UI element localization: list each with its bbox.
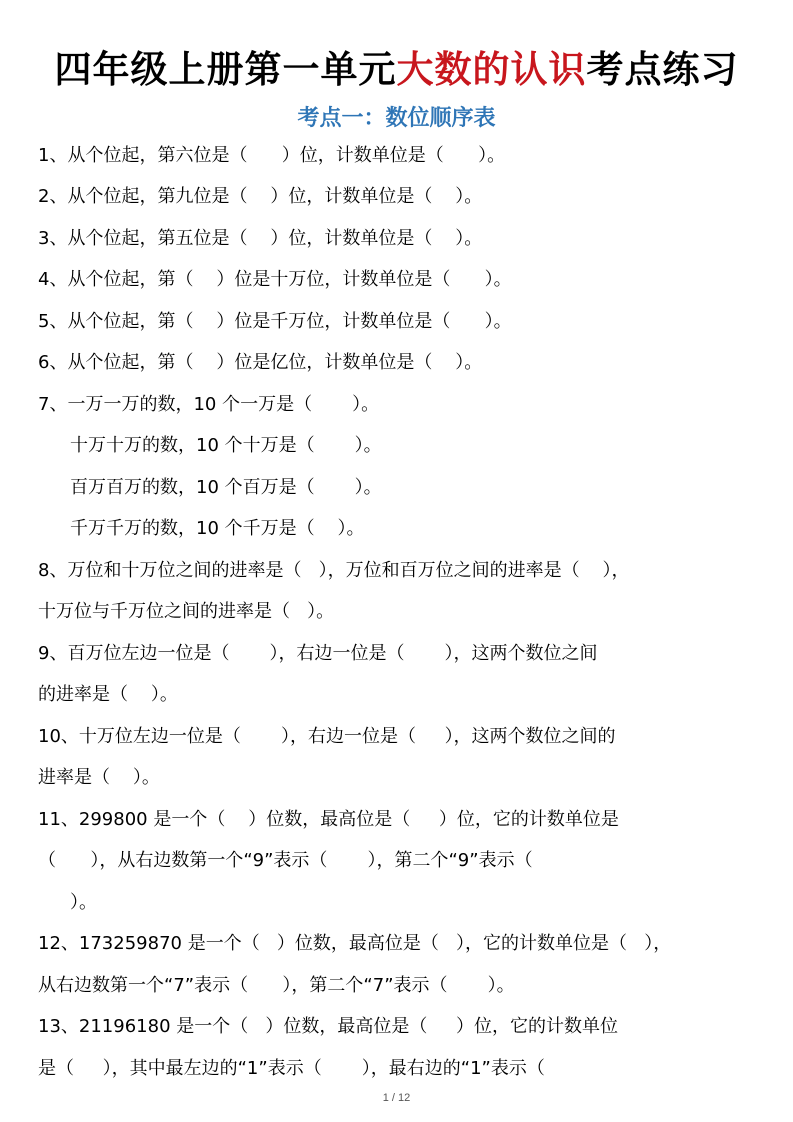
question-2: 2、从个位起，第九位是（ ）位，计数单位是（ ）。 — [38, 186, 483, 207]
question-4: 4、从个位起，第（ ）位是十万位，计数单位是（ ）。 — [38, 269, 512, 290]
title-part-3: 考点练习 — [586, 48, 739, 91]
question-7: 7、一万一万的数，10 个一万是（ ）。 — [38, 394, 380, 415]
question-9-line-2: 的进率是（ ）。 — [38, 684, 178, 705]
question-13-line-2: 是（ ），其中最左边的“1”表示（ ），最右边的“1”表示（ — [38, 1058, 545, 1079]
section-title: 考点一：数位顺序表 — [297, 106, 496, 131]
question-3: 3、从个位起，第五位是（ ）位，计数单位是（ ）。 — [38, 228, 483, 249]
question-8: 8、万位和十万位之间的进率是（ ），万位和百万位之间的进率是（ ）， — [38, 560, 630, 581]
page-number: 1 / 12 — [382, 1092, 411, 1104]
page-title — [0, 44, 793, 96]
question-7-line-4: 千万千万的数，10 个千万是（ ）。 — [70, 518, 365, 539]
question-13: 13、21196180 是一个（ ）位数，最高位是（ ）位，它的计数单位 — [38, 1016, 619, 1037]
question-5: 5、从个位起，第（ ）位是千万位，计数单位是（ ）。 — [38, 311, 512, 332]
question-6: 6、从个位起，第（ ）位是亿位，计数单位是（ ）。 — [38, 352, 483, 373]
question-7-line-3: 百万百万的数，10 个百万是（ ）。 — [70, 477, 382, 498]
question-10: 10、十万位左边一位是（ ），右边一位是（ ），这两个数位之间的 — [38, 726, 616, 747]
question-10-line-2: 进率是（ ）。 — [38, 767, 160, 788]
question-1: 1、从个位起，第六位是（ ）位，计数单位是（ ）。 — [38, 145, 506, 166]
question-8-line-2: 十万位与千万位之间的进率是（ ）。 — [38, 601, 335, 622]
question-12: 12、173259870 是一个（ ）位数，最高位是（ ），它的计数单位是（ ）， — [38, 933, 672, 954]
title-part-1: 四年级上册第一单元 — [54, 48, 397, 91]
question-12-line-2: 从右边数第一个“7”表示（ ），第二个“7”表示（ ）。 — [38, 975, 515, 996]
question-11-line-2: （ ），从右边数第一个“9”表示（ ），第二个“9”表示（ — [38, 850, 533, 871]
question-9: 9、百万位左边一位是（ ），右边一位是（ ），这两个数位之间 — [38, 643, 598, 664]
title-highlight: 大数的认识 — [396, 48, 587, 91]
question-7-line-2: 十万十万的数，10 个十万是（ ）。 — [70, 435, 382, 456]
question-11-line-3: ）。 — [70, 892, 97, 913]
question-11: 11、299800 是一个（ ）位数，最高位是（ ）位，它的计数单位是 — [38, 809, 619, 830]
